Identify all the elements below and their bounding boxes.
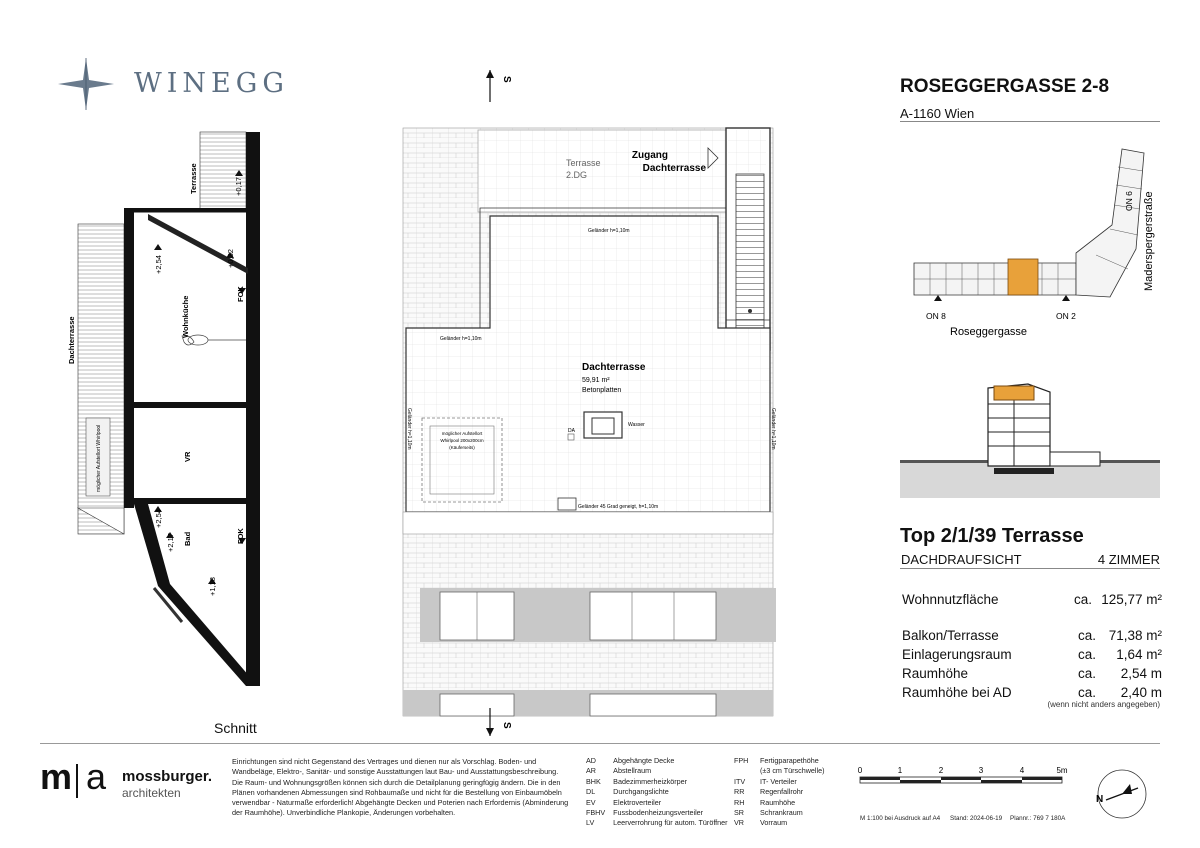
terrasse-2dg-line1: Terrasse [566,158,601,168]
section-h-017: +0,17 [234,177,243,196]
section-caption: Schnitt [214,720,257,736]
architect-sub: architekten [122,786,181,800]
legend-abbr: AR [586,766,596,776]
legend-row [734,798,833,808]
railing-left-top: Geländer h=1,10m [440,336,482,342]
legend-row [586,808,736,818]
scale-tick-5: 5m [1056,766,1068,775]
legend-row [734,808,833,818]
disclaimer-line: Plänen vorhandenen Abmessungen sind Rohbaumaße und nicht für die Bestellung von Einbaumöbeln [232,787,562,797]
scale-tick-1: 1 [897,766,903,775]
compass [1092,764,1152,824]
section-fok-bot: FOK [236,528,245,544]
legend-text: Fussbodenheizungsverteiler [613,808,704,818]
unit-title: Top 2/1/39 Terrasse [900,525,1084,547]
unit-view: DACHDRAUFSICHT [901,552,1022,567]
winegg-logo [56,56,296,112]
unit-rooms: 4 ZIMMER [1097,552,1160,567]
fact-value: 2,40 m [1120,685,1162,700]
section-drawing [67,128,270,688]
legend-abbr: DL [586,787,596,797]
legend-abbr: RH [734,797,745,807]
fact-label: Raumhöhe [902,666,969,681]
terrasse-2dg-line2: 2.DG [566,170,588,180]
legend-text: Regenfallrohr [760,787,804,797]
fact-ca: ca. [1078,647,1097,662]
section-whirlpool-label: möglicher Aufstellort Whirlpool [96,424,102,492]
label-on2: ON 2 [1056,311,1076,321]
fact-ca: ca. [1078,666,1097,681]
site-plan-unit-highlight [1008,259,1038,295]
room-name: Dachterrasse [582,362,646,373]
scale-tick-2: 2 [938,766,944,775]
whirlpool-line1: möglicher Aufstellort [441,431,483,436]
whirlpool-line2: Whirlpool 200x200cm [440,438,484,443]
legend-row [734,818,833,828]
legend-text: Durchgangslichte [613,787,669,797]
person-silhouette [182,335,246,345]
scale-tick-0: 0 [857,766,863,775]
fact-label: Wohnnutzfläche [902,592,999,607]
da-label: DA [568,428,575,434]
fact-value: 1,64 m² [1116,647,1162,662]
fact-value: 2,54 m [1120,666,1162,681]
legend-abbr: SR [734,808,744,818]
legend-abbr: EV [586,797,596,807]
legend-text: Leerverrohrung für autom. Türöffner [613,818,728,828]
unit-divider [900,568,1160,569]
compass-label: N [1096,794,1104,805]
fact-ca: ca. [1078,685,1097,700]
section-h-254-bot: +2,54 [154,509,163,528]
wasser-label: Wasser [628,422,645,428]
section-label-wohnkueche: Wohnküche [181,295,190,338]
legend-abbr: RR [734,787,745,797]
fact-ca: ca. [1078,628,1097,643]
legend-row [586,756,736,766]
legend-text: Abgehängte Decke [613,756,675,765]
legend-row [734,777,833,787]
fact-label: Einlagerungsraum [902,647,1012,662]
stand-date: Stand: 2024-06-19 [950,815,1003,822]
legend-row [586,787,736,797]
project-city: A-1160 Wien [900,106,975,121]
room-area: 59,91 m² [582,377,610,384]
legend-row [586,798,736,808]
legend-abbr: AD [586,756,596,765]
unit-note: (wenn nicht anders angegeben) [1047,700,1160,709]
architect-name: mossburger. [122,768,213,785]
section-label-vr: VR [183,451,192,462]
section-fok-top: FOK [236,286,245,302]
legend-row [734,756,833,766]
legend-text: Raumhöhe [760,797,796,807]
scale-tick-4: 4 [1019,766,1025,775]
plan-number: Plannr.: 769 7 180A [1010,815,1066,822]
legend-abbr: LV [586,818,595,828]
disclaimer-line: Einrichtungen sind nicht Gegenstand des Vertrages und dienen nur als Vorschlag. Boden- und [232,757,537,766]
disclaimer-line: verwendbar - Naturmaße erforderlich! Abgehängte Decken und Poterien nach Erfordernis (Abminderung [232,798,569,808]
site-plan [900,145,1160,345]
legend-text: Schrankraum [760,808,803,818]
legend-abbr: VR [734,818,744,828]
legend-abbr: BHK [586,776,601,786]
railing-side-left: Geländer h=1,10m [406,408,412,450]
architect-mark-bar [76,764,78,798]
scale-tick-3: 3 [978,766,984,775]
architect-mark-m: m [40,756,73,797]
section-label-terrasse: Terrasse [189,163,198,194]
railing-top: Geländer h=1,10m [588,228,630,234]
legend-text: Abstellraum [613,766,652,776]
roof-plan [400,68,780,738]
fact-value: 125,77 m² [1101,592,1162,607]
fact-label: Raumhöhe bei AD [902,685,1012,700]
room-floor: Betonplatten [582,387,622,394]
legend-text: (±3 cm Türschwelle) [760,766,825,776]
legend-row [586,777,736,787]
architect-logo [40,756,220,804]
fact-ca: ca. [1074,592,1093,607]
legend-abbr: ITV [734,776,746,786]
legend-text: Vorraum [760,818,788,828]
section-label-bad: Bad [183,531,192,546]
building-elevation [900,380,1160,498]
railing-side-right: Geländer h=1,10m [770,408,776,450]
legend-text: Badezimmerheizkörper [613,776,688,786]
legend-row [586,818,736,828]
legend-row [734,766,833,776]
winegg-star-icon [56,56,116,112]
section-h-254-top: +2,54 [154,255,163,274]
label-street-bottom: Roseggergasse [950,326,1028,338]
south-label-bottom: S [501,722,512,729]
section-label-dachterrasse: Dachterrasse [67,316,76,364]
disclaimer-line: der Raumhöhe). Unverbindliche Plankopie, Änderungen vorbehalten. [232,808,456,818]
legend-right [734,756,833,829]
fact-label: Balkon/Terrasse [902,628,999,643]
legend-abbr [734,766,760,776]
project-address: ROSEGGERGASSE 2-8 [900,76,1110,97]
disclaimer [232,757,572,819]
scale-note: M 1:100 bei Ausdruck auf A4 [860,815,941,822]
section-h-118: +1,18 [208,577,217,596]
legend-abbr: FPH [734,756,749,765]
legend-left [586,756,736,829]
legend-abbr: FBHV [586,808,606,818]
disclaimer-line: Die Raum- und Wohnungsgrößen können sich durch die Detailplanung geringfügig ändern. Die in den [232,777,561,787]
legend-row [734,787,833,797]
section-h-217: +2,17 [166,533,175,552]
railing-bottom: Geländer 45 Grad geneigt, h=1,10m [578,504,659,510]
fact-value: 71,38 m² [1108,628,1162,643]
footer-divider [40,743,1160,744]
legend-text: Elektroverteiler [613,797,662,807]
section-h-032: +0,32 [226,249,235,268]
legend-text: IT- Verteiler [760,776,797,786]
disclaimer-line: Wandbeläge, Elektro-, Sanitär- und sonstige Ausstattungen laut Bau- und Ausstattungsbeschreibung. [232,767,559,777]
whirlpool-line3: (Käuferseits) [449,445,475,450]
label-on6: ON 6 [1124,191,1134,211]
label-street-right: Maderspergerstraße [1143,191,1155,291]
zugang-line1: Zugang [631,150,668,161]
architect-mark-a: a [86,756,107,797]
zugang-line2: Dachterrasse [642,163,706,174]
brand-name: WINEGG [134,68,289,99]
scale-bar [852,764,1072,794]
header-divider [900,121,1160,122]
legend-text: Fertigparapethöhe [760,756,819,765]
north-label-top: S [501,76,512,83]
label-on8: ON 8 [926,311,946,321]
legend-row [586,766,736,776]
